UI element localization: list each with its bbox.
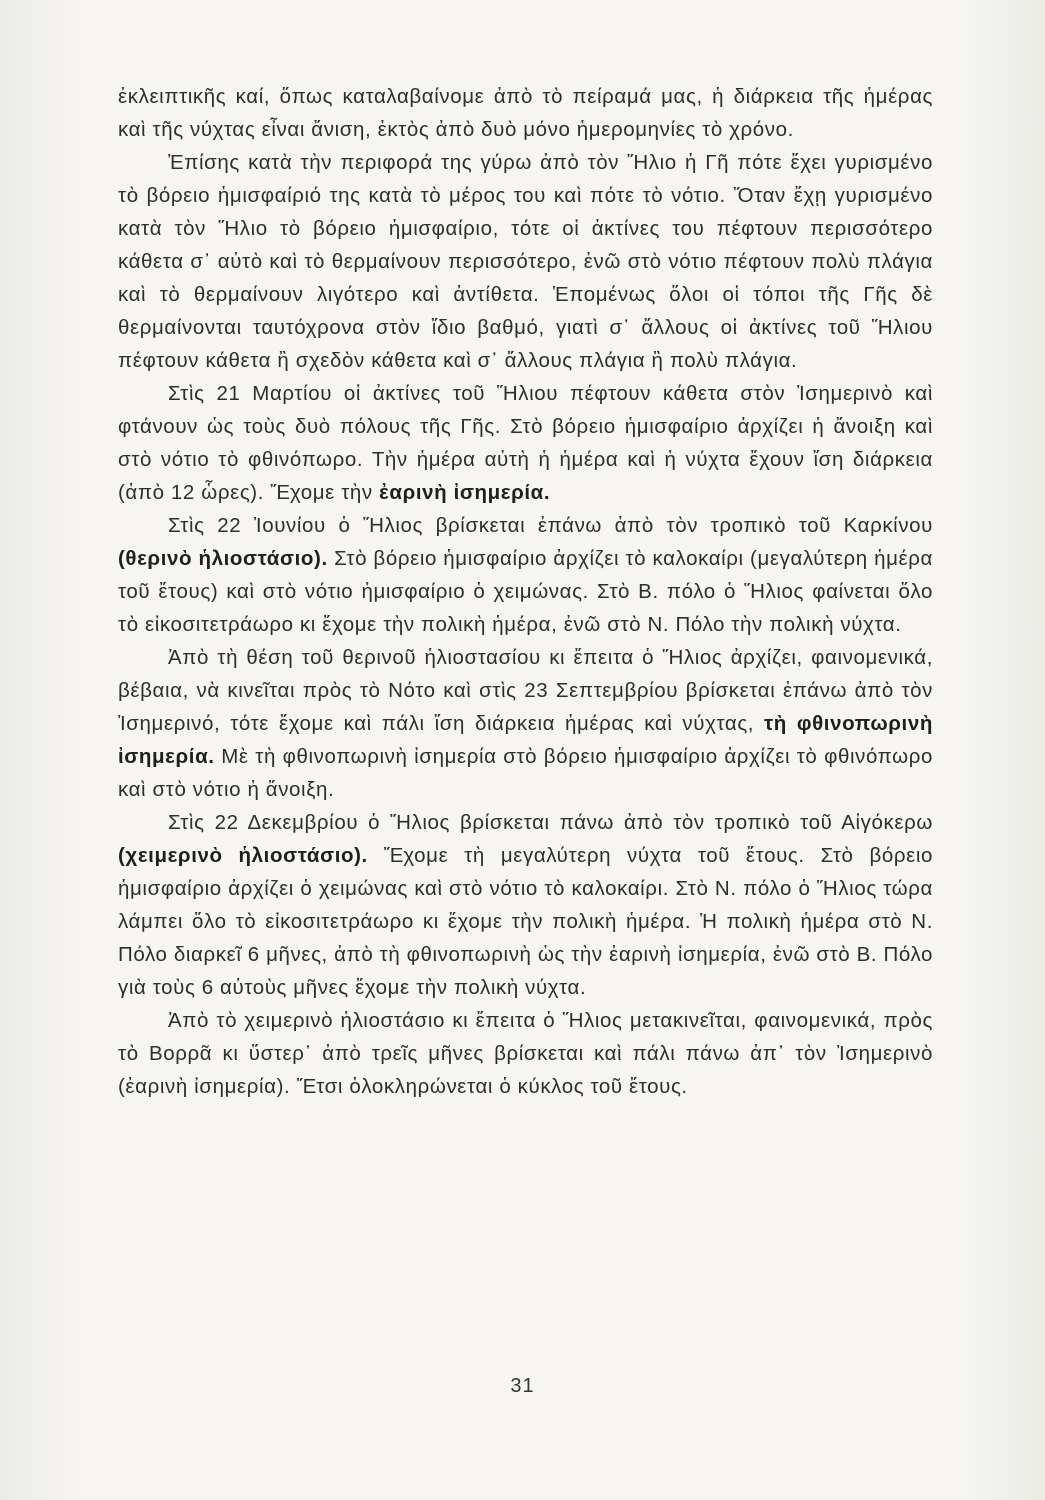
paragraph-text: ἐκλειπτικῆς καί, ὅπως καταλαβαίνομε ἀπὸ τὸ πείραμά μας, ἡ διάρκεια τῆς ἡμέρας καὶ τῆς νύχτας εἶναι ἄνιση, ἐκτὸς ἀπὸ δυὸ μόνο ἡμερομηνίες τὸ χρόνο. [118,85,933,141]
body-text [118,80,933,1103]
paragraph-text: Ἀπὸ τὴ θέση τοῦ θερινοῦ ἡλιοστασίου κι ἔπειτα ὁ Ἥλιος ἀρχίζει, φαινομενικά, βέβαια, νὰ κινεῖται πρὸς τὸ Νότο καὶ στὶς 23 Σεπτεμβρίου βρίσκεται ἐπάνω ἀπὸ τὸν Ἰσημερινό, τότε ἔχομε καὶ πάλι ἴση διάρκεια ἡμέρας καὶ νύχτας, [118,646,933,735]
page-number: 31 [510,1375,535,1397]
paragraph-4 [118,509,933,641]
paragraph-3 [118,377,933,509]
paragraph-5 [118,641,933,806]
paragraph-text: Ἀπὸ τὸ χειμερινὸ ἡλιοστάσιο κι ἔπειτα ὁ Ἥλιος μετακινεῖται, φαινομενικά, πρὸς τὸ Βορρᾶ κι ὕστερ᾽ ἀπὸ τρεῖς μῆνες βρίσκεται καὶ πάλι πάνω ἀπ᾽ τὸν Ἰσημερινὸ (ἐαρινὴ ἰσημερία). Ἔτσι ὁλοκληρώνεται ὁ κύκλος τοῦ ἔτους. [118,1009,933,1098]
paragraph-text: Στὸ βόρειο ἡμισφαίριο ἀρχίζει τὸ καλοκαίρι (μεγαλύτερη ἡμέρα τοῦ ἔτους) καὶ στὸ νότιο ἡμισφαίριο ὁ χειμώνας. Στὸ Β. πόλο ὁ Ἥλιος φαίνεται ὅλο τὸ εἰκοσιτετράωρο κι ἔχομε τὴν πολικὴ ἡμέρα, ἐνῶ στὸ Ν. Πόλο τὴν πολικὴ νύχτα. [118,547,933,636]
paragraph-text: Στὶς 22 Ἰουνίου ὁ Ἥλιος βρίσκεται ἐπάνω ἀπὸ τὸν τροπικὸ τοῦ Καρκίνου [168,514,933,537]
paragraph-text: Ἔχομε τὴ μεγαλύτερη νύχτα τοῦ ἔτους. Στὸ βόρειο ἡμισφαίριο ἀρχίζει ὁ χειμώνας καὶ στὸ νότιο τὸ καλοκαίρι. Στὸ Ν. πόλο ὁ Ἥλιος τώρα λάμπει ὅλο τὸ εἰκοσιτετράωρο κι ἔχομε τὴν πολικὴ ἡμέρα. Ἡ πολικὴ ἡμέρα στὸ Ν. Πόλο διαρκεῖ 6 μῆνες, ἀπὸ τὴ φθινοπωρινὴ ὡς τὴν ἐαρινὴ ἰσημερία, ἐνῶ στὸ Β. Πόλο γιὰ τοὺς 6 αὐτοὺς μῆνες ἔχομε τὴν πολικὴ νύχτα. [118,844,934,999]
paragraph-2 [118,146,933,377]
bold-term-spring-equinox: ἐαρινὴ ἰσημερία. [379,481,551,504]
bold-term-winter-solstice: (χειμερινὸ ἡλιοστάσιο). [118,844,368,867]
paragraph-1 [118,80,933,146]
paragraph-text: Μὲ τὴ φθινοπωρινὴ ἰσημερία στὸ βόρειο ἡμισφαίριο ἀρχίζει τὸ φθινόπωρο καὶ στὸ νότιο ἡ ἄνοιξη. [118,745,933,801]
paragraph-text: Στὶς 21 Μαρτίου οἱ ἀκτίνες τοῦ Ἥλιου πέφτουν κάθετα στὸν Ἰσημερινὸ καὶ φτάνουν ὡς τοὺς δυὸ πόλους τῆς Γῆς. Στὸ βόρειο ἡμισφαίριο ἀρχίζει ἡ ἄνοιξη καὶ στὸ νότιο τὸ φθινόπωρο. Τὴν ἡμέρα αὐτὴ ἡ ἡμέρα καὶ ἡ νύχτα ἔχουν ἴση διάρκεια (ἀπὸ 12 ὧρες). Ἔχομε τὴν [118,382,933,504]
paragraph-text: Ἐπίσης κατὰ τὴν περιφορά της γύρω ἀπὸ τὸν Ἥλιο ἡ Γῆ πότε ἔχει γυρισμένο τὸ βόρειο ἡμισφαίριό της κατὰ τὸ μέρος του καὶ πότε τὸ νότιο. Ὅταν ἔχῃ γυρισμένο κατὰ τὸν Ἥλιο τὸ βόρειο ἡμισφαίριο, τότε οἱ ἀκτίνες του πέφτουν περισσότερο κάθετα σ᾽ αὐτὸ καὶ τὸ θερμαίνουν περισσότερο, ἐνῶ στὸ νότιο πέφτουν πολὺ πλάγια καὶ τὸ θερμαίνουν λιγότερο καὶ ἀντίθετα. Ἑπομένως ὅλοι οἱ τόποι τῆς Γῆς δὲ θερμαίνονται ταυτόχρονα στὸν ἴδιο βαθμό, γιατὶ σ᾽ ἄλλους οἱ ἀκτίνες τοῦ Ἥλιου πέφτουν κάθετα ἢ σχεδὸν κάθετα καὶ σ᾽ ἄλλους πλάγια ἢ πολὺ πλάγια. [118,151,933,372]
bold-term-autumn-equinox: τὴ φθινοπωρινὴ ἰσημερία. [118,712,933,768]
paragraph-text: Στὶς 22 Δεκεμβρίου ὁ Ἥλιος βρίσκεται πάνω ἀπὸ τὸν τροπικὸ τοῦ Αἰγόκερω [168,811,933,834]
paragraph-6 [118,806,933,1004]
paragraph-7 [118,1004,933,1103]
bold-term-summer-solstice: (θερινὸ ἡλιοστάσιο). [118,547,328,570]
